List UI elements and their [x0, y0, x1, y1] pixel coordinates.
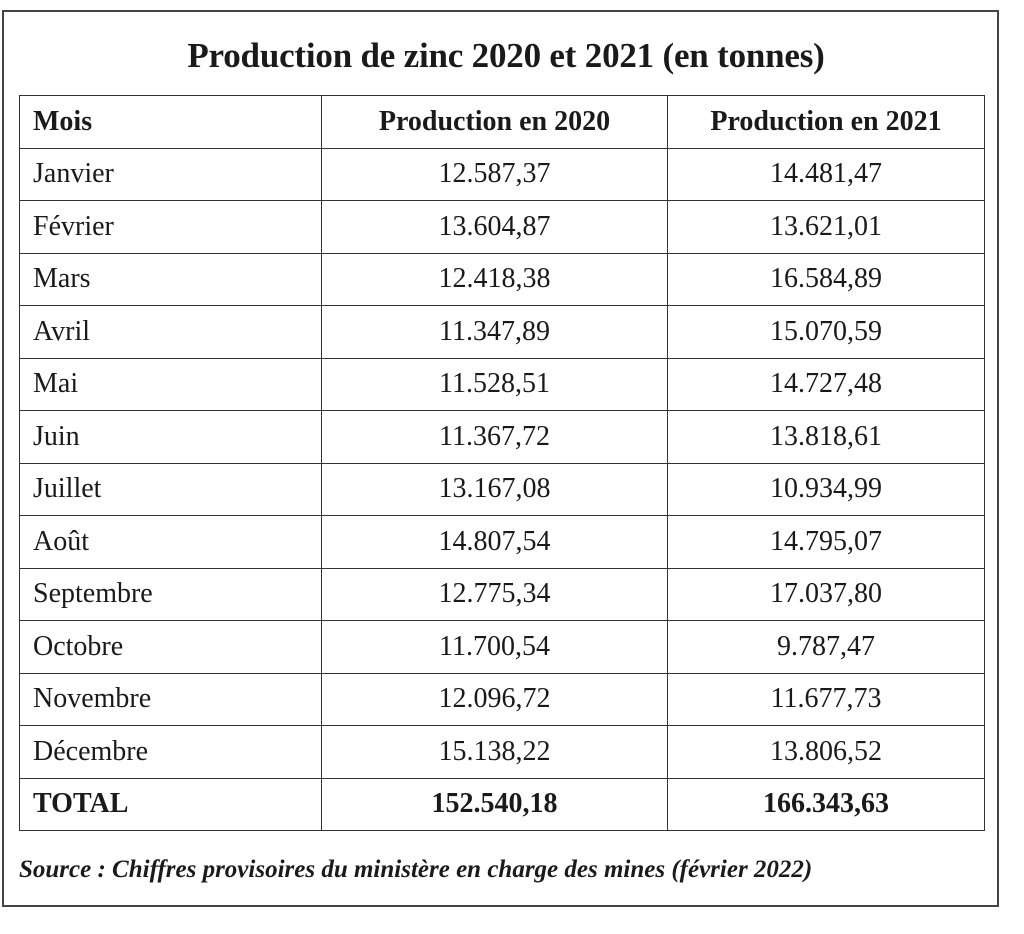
value-2020-cell: 11.367,72 — [322, 411, 668, 464]
value-2020-cell: 11.700,54 — [322, 621, 668, 674]
month-cell: Juin — [20, 411, 322, 464]
source-note: Source : Chiffres provisoires du ministère en charge des mines (février 2022) — [19, 856, 813, 883]
month-cell: Juillet — [20, 463, 322, 516]
table-title: Production de zinc 2020 et 2021 (en tonnes) — [187, 36, 825, 75]
value-2021-cell: 9.787,47 — [668, 621, 985, 674]
value-2020-cell: 11.528,51 — [322, 358, 668, 411]
month-cell: Août — [20, 516, 322, 569]
value-2021-cell: 14.795,07 — [668, 516, 985, 569]
table-row — [20, 726, 985, 779]
value-2021-cell: 13.621,01 — [668, 201, 985, 254]
month-cell: Avril — [20, 306, 322, 359]
total-2021-cell: 166.343,63 — [668, 778, 985, 831]
month-cell: Janvier — [20, 148, 322, 201]
table-row — [20, 358, 985, 411]
value-2021-cell: 17.037,80 — [668, 568, 985, 621]
value-2020-cell: 12.775,34 — [322, 568, 668, 621]
total-2020-cell: 152.540,18 — [322, 778, 668, 831]
table-row — [20, 411, 985, 464]
month-cell: Novembre — [20, 673, 322, 726]
header-production-2021: Production en 2021 — [668, 96, 985, 149]
month-cell: Décembre — [20, 726, 322, 779]
value-2020-cell: 13.604,87 — [322, 201, 668, 254]
header-production-2020: Production en 2020 — [322, 96, 668, 149]
value-2020-cell: 12.418,38 — [322, 253, 668, 306]
value-2021-cell: 14.727,48 — [668, 358, 985, 411]
table-row — [20, 568, 985, 621]
table-row — [20, 201, 985, 254]
table-row — [20, 516, 985, 569]
table-row — [20, 463, 985, 516]
value-2021-cell: 15.070,59 — [668, 306, 985, 359]
value-2020-cell: 15.138,22 — [322, 726, 668, 779]
value-2021-cell: 13.818,61 — [668, 411, 985, 464]
table-row — [20, 253, 985, 306]
value-2021-cell: 16.584,89 — [668, 253, 985, 306]
header-row — [20, 96, 985, 149]
value-2021-cell: 10.934,99 — [668, 463, 985, 516]
month-cell: Octobre — [20, 621, 322, 674]
table-row — [20, 148, 985, 201]
month-cell: Mai — [20, 358, 322, 411]
value-2020-cell: 12.096,72 — [322, 673, 668, 726]
value-2020-cell: 11.347,89 — [322, 306, 668, 359]
month-cell: Septembre — [20, 568, 322, 621]
value-2021-cell: 13.806,52 — [668, 726, 985, 779]
value-2020-cell: 14.807,54 — [322, 516, 668, 569]
total-label: TOTAL — [20, 778, 322, 831]
header-month: Mois — [20, 96, 322, 149]
value-2020-cell: 13.167,08 — [322, 463, 668, 516]
value-2020-cell: 12.587,37 — [322, 148, 668, 201]
value-2021-cell: 11.677,73 — [668, 673, 985, 726]
value-2021-cell: 14.481,47 — [668, 148, 985, 201]
month-cell: Février — [20, 201, 322, 254]
table-row — [20, 673, 985, 726]
total-row — [20, 778, 985, 831]
table-row — [20, 306, 985, 359]
production-table — [19, 95, 985, 831]
month-cell: Mars — [20, 253, 322, 306]
table-row — [20, 621, 985, 674]
